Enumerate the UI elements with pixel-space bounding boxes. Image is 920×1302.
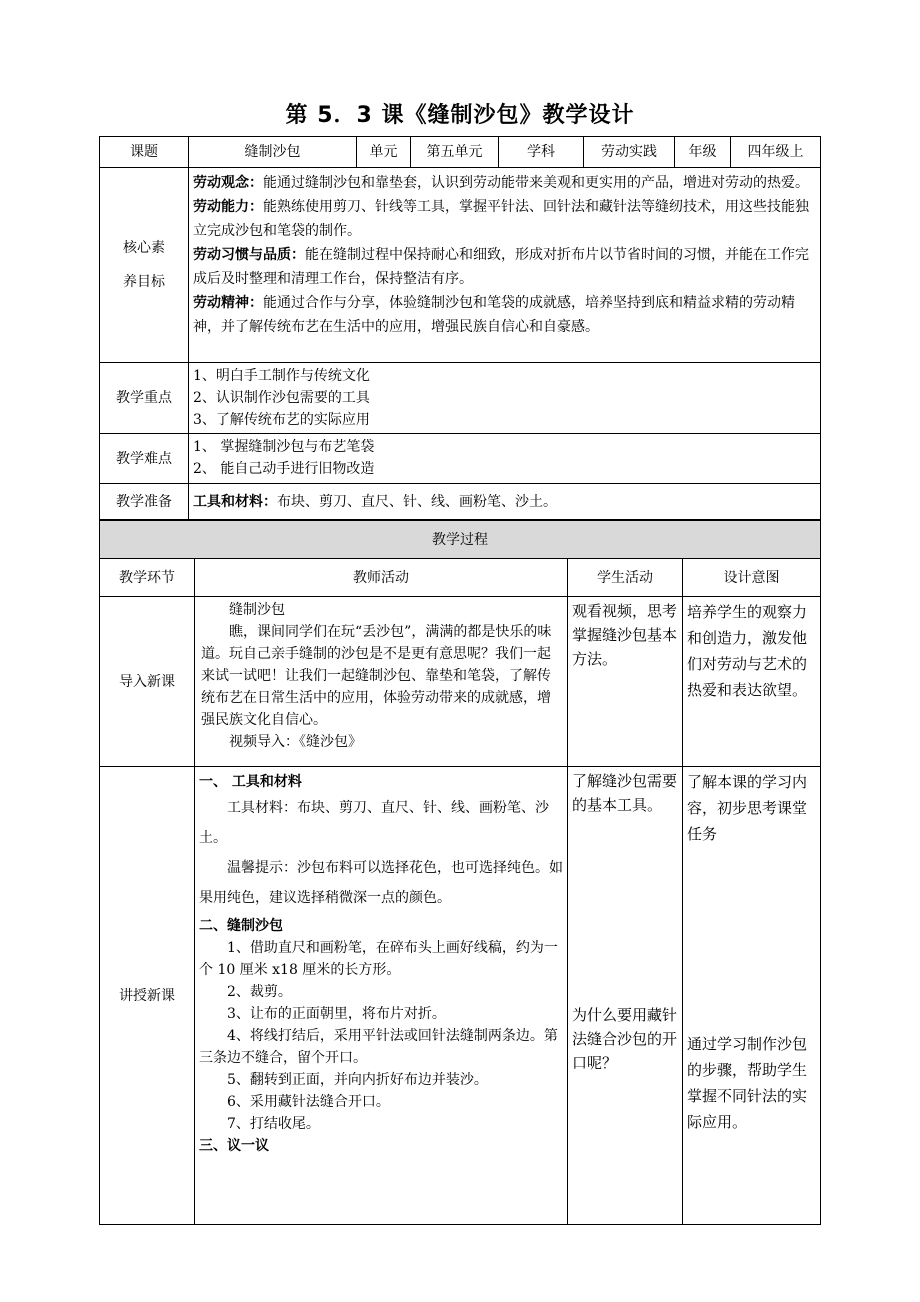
lesson-info-table [99,136,821,520]
subject-value: 劳动实践 [584,137,675,168]
step-item: 3、让布的正面朝里，将布片对折。 [227,1006,446,1022]
step-item: 4、将线打结后，采用平针法或回针法缝制两条边。第三条边不缝合，留个开口。 [199,1028,558,1066]
preparation-content [189,484,821,520]
intro-stage: 导入新课 [100,597,195,767]
teach-intent-2: 通过学习制作沙包的步骤，帮助学生掌握不同针法的实际应用。 [687,1035,808,1131]
page-title: 第 5．3 课《缝制沙包》教学设计 [285,103,635,128]
section-1-materials: 工具材料：布块、剪刀、直尺、针、线、画粉笔、沙土。 [199,800,549,846]
step-item: 6、采用藏针法缝合开口。 [227,1094,390,1110]
teach-student-1: 了解缝沙包需要的基本工具。 [572,772,678,814]
teach-student [568,767,683,1225]
goal-item: 劳动观念：能通过缝制沙包和靠垫套，认识到劳动能带来美观和更实用的产品，增进对劳动的热爱。 [193,175,809,191]
core-goals-label [100,168,189,363]
teach-intent-1: 了解本课的学习内容，初步思考课堂任务 [687,773,808,843]
key-points-label: 教学重点 [100,363,189,434]
section-1-title: 一、 工具和材料 [199,774,302,790]
teach-teacher [195,767,568,1225]
subject-label: 学科 [499,137,584,168]
unit-label: 单元 [357,137,411,168]
key-point-item: 3、了解传统布艺的实际应用 [193,412,370,428]
intro-teacher-video: 视频导入：《缝沙包》 [229,734,362,750]
col-teacher: 教师活动 [195,559,568,597]
section-3-title: 三、议一议 [199,1138,269,1154]
intro-student: 观看视频，思考掌握缝沙包基本方法。 [568,597,683,767]
process-header: 教学过程 [100,521,821,559]
key-point-item: 2、认识制作沙包需要的工具 [193,390,370,406]
step-item: 2、裁剪。 [227,984,292,1000]
grade-label: 年级 [675,137,731,168]
teaching-process-table [99,520,821,1225]
core-goals-content [189,168,821,363]
step-item: 1、借助直尺和画粉笔，在碎布头上画好线稿，约为一个 10 厘米 x18 厘米的长方形。 [199,940,558,978]
section-2-title: 二、缝制沙包 [199,918,283,934]
step-item: 7、打结收尾。 [227,1116,320,1132]
core-label-line2: 养目标 [123,274,165,290]
difficulties-label: 教学难点 [100,434,189,484]
key-points-content [189,363,821,434]
teach-intent [683,767,821,1225]
goal-item: 劳动习惯与品质：能在缝制过程中保持耐心和细致，形成对折布片以节省时间的习惯，并能在工作完成后及时整理和清理工作台，保持整洁有序。 [193,247,809,287]
topic-label: 课题 [100,137,189,168]
difficulties-content [189,434,821,484]
goal-item: 劳动能力：能熟练使用剪刀、针线等工具，掌握平针法、回针法和藏针法等缝纫技术，用这些技能独立完成沙包和笔袋的制作。 [193,199,809,239]
col-stage: 教学环节 [100,559,195,597]
teach-stage: 讲授新课 [100,767,195,1225]
difficulty-item: 2、 能自己动手进行旧物改造 [193,461,375,477]
core-label-line1: 核心素 [123,240,165,256]
col-student: 学生活动 [568,559,683,597]
key-point-item: 1、明白手工制作与传统文化 [193,368,370,384]
col-intent: 设计意图 [683,559,821,597]
intro-teacher-text: 瞧，课间同学们在玩“丢沙包”，满满的都是快乐的味道。玩自己亲手缝制的沙包是不是更有意思呢？我们一起来试一试吧！让我们一起缝制沙包、靠垫和笔袋，了解传统布艺在日常生活中的应用，体验劳动带来的成就感，增强民族文化自信心。 [201,624,552,728]
goal-item: 劳动精神：能通过合作与分享，体验缝制沙包和笔袋的成就感，培养坚持到底和精益求精的劳动精神，并了解传统布艺在生活中的应用，增强民族自信心和自豪感。 [193,295,795,335]
preparation-text: 布块、剪刀、直尺、针、线、画粉笔、沙土。 [277,493,557,510]
preparation-head: 工具和材料： [193,493,277,510]
grade-value: 四年级上 [731,137,821,168]
section-1-tip: 温馨提示：沙包布料可以选择花色，也可选择纯色。如果用纯色，建议选择稍微深一点的颜色。 [199,860,563,906]
step-item: 5、翻转到正面，并向内折好布边并装沙。 [227,1072,488,1088]
unit-value: 第五单元 [411,137,499,168]
topic-value: 缝制沙包 [189,137,357,168]
intro-teacher-title: 缝制沙包 [229,602,285,618]
difficulty-item: 1、 掌握缝制沙包与布艺笔袋 [193,439,375,455]
preparation-label: 教学准备 [100,484,189,520]
intro-intent: 培养学生的观察力和创造力，激发他们对劳动与艺术的热爱和表达欲望。 [683,597,821,767]
teach-student-2: 为什么要用藏针法缝合沙包的开口呢？ [572,1006,678,1072]
intro-teacher [195,597,568,767]
